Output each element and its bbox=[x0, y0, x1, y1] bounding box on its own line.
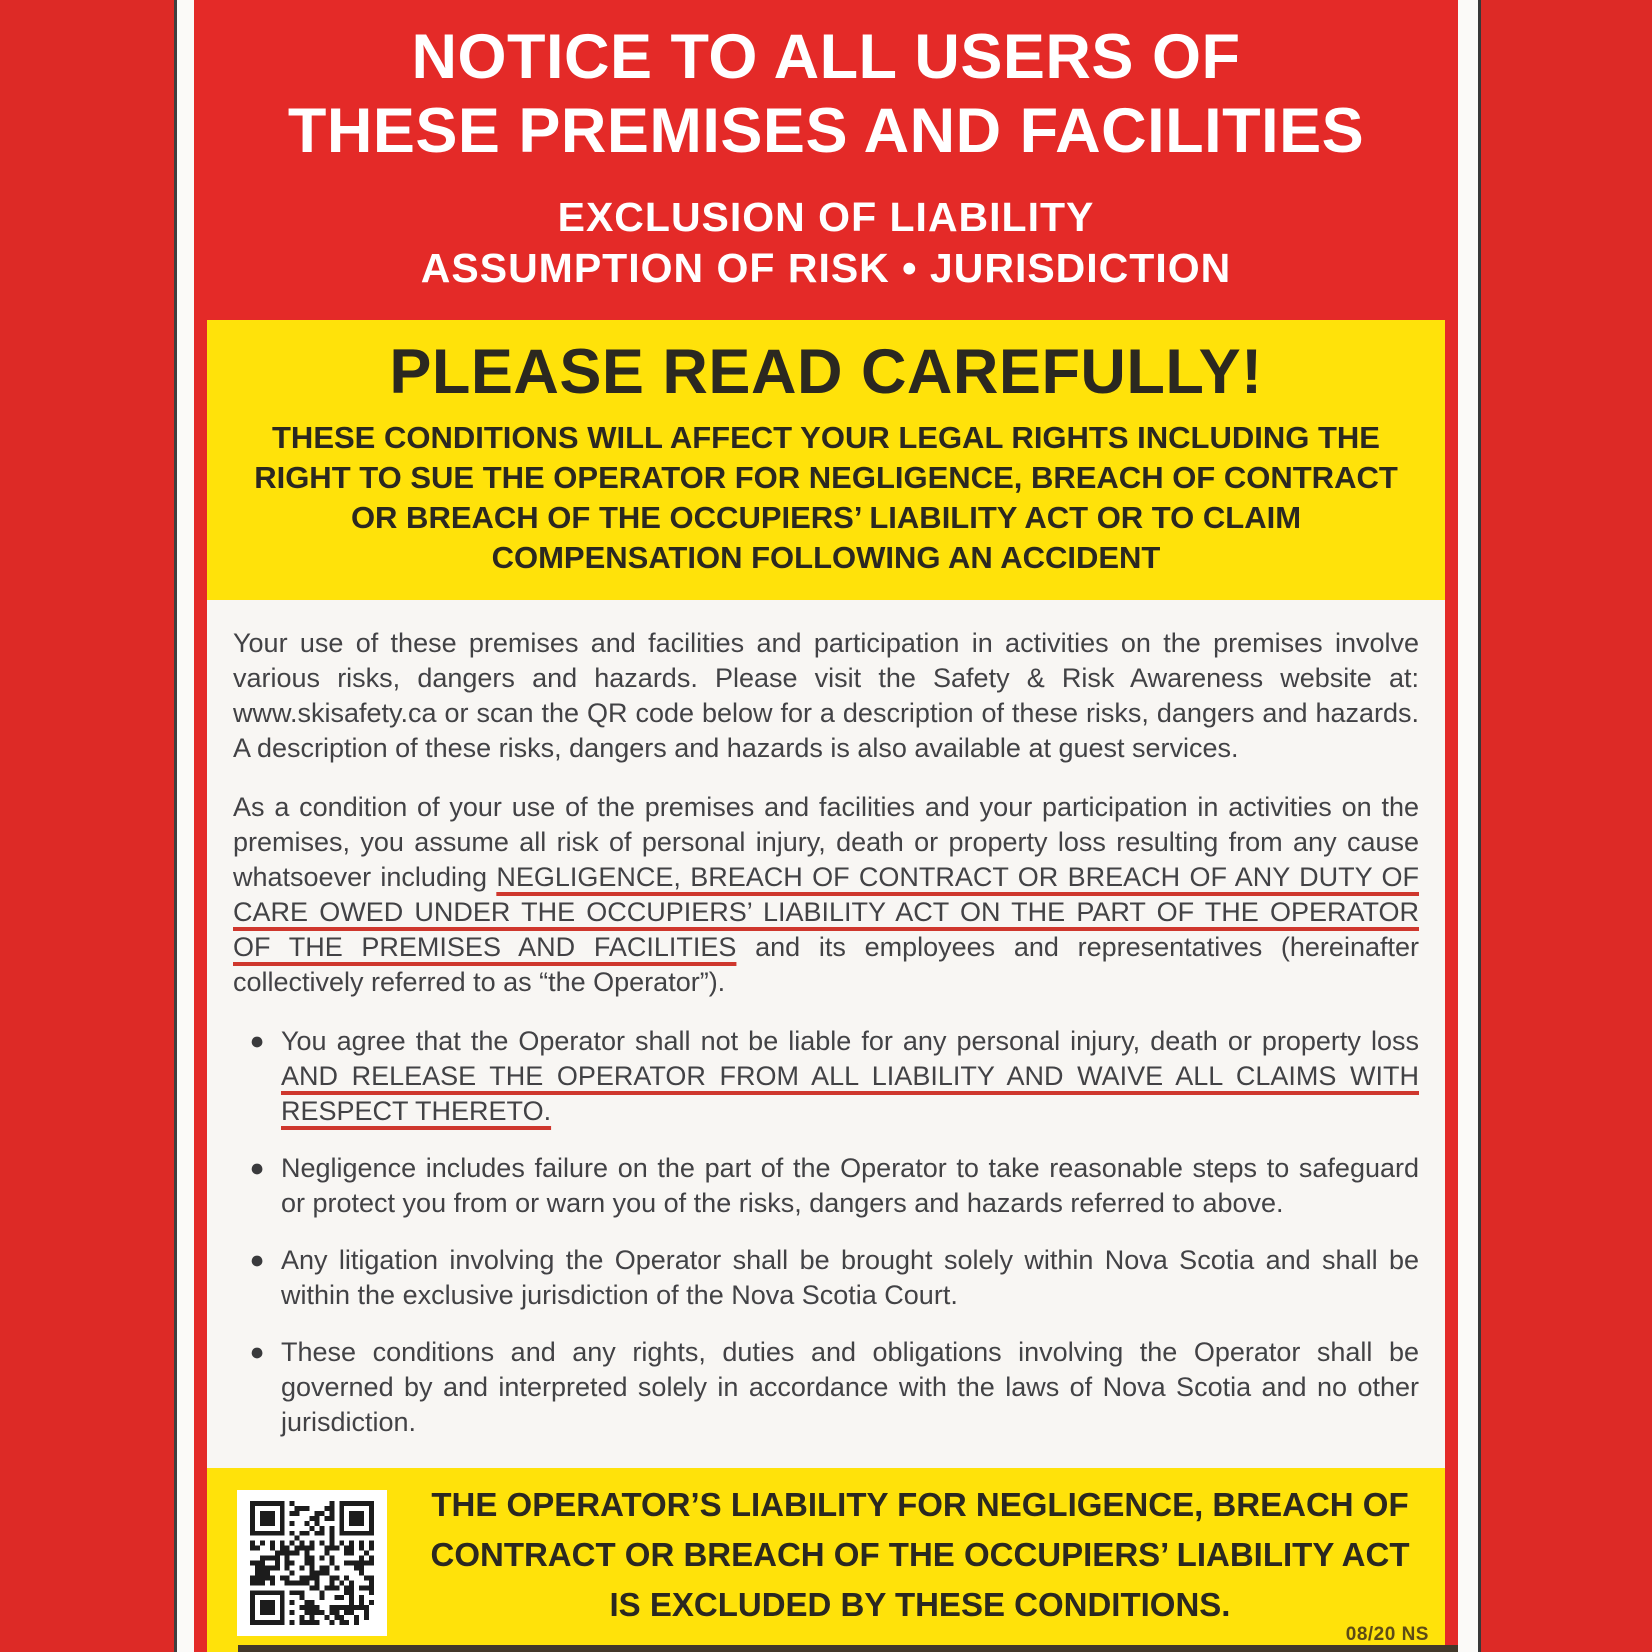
bullet-release-text bbox=[281, 1024, 1419, 1129]
subtitle-assumption: ASSUMPTION OF RISK • JURISDICTION bbox=[420, 245, 1232, 291]
release-underlined-clause: AND RELEASE THE OPERATOR FROM ALL LIABILITY AND WAIVE ALL CLAIMS WITH RESPECT THERETO. bbox=[281, 1061, 1419, 1126]
assumption-underlined-clause: NEGLIGENCE, BREACH OF CONTRACT OR BREACH OF ANY DUTY OF CARE OWED UNDER THE OCCUPIERS’ LIABILITY ACT ON THE PART OF THE OPERATOR OF THE PREMISES AND FACILITIES bbox=[233, 862, 1419, 962]
assumption-pre: As a condition of your use of the premises and facilities and your participation in activities on the premises, you assume all risk of personal injury, death or property loss resulting from any cause whatsoever including bbox=[233, 792, 1419, 892]
assumption-post: and its employees and representatives (hereinafter collectively referred to as “the Operator”). bbox=[233, 932, 1419, 997]
bullet-dot-icon: ● bbox=[249, 1027, 265, 1055]
bullet-governing-law-text: These conditions and any rights, duties and obligations involving the Operator shall be governed by and interpreted solely in accordance with the laws of Nova Scotia and no other jurisdiction. bbox=[281, 1337, 1419, 1437]
bullet-negligence-text: Negligence includes failure on the part of the Operator to take reasonable steps to safeguard or protect you from or warn you of the risks, dangers and hazards referred to above. bbox=[281, 1153, 1419, 1218]
bullet-governing-law bbox=[233, 1335, 1419, 1440]
bullet-negligence-definition bbox=[233, 1151, 1419, 1221]
terms-box bbox=[207, 600, 1445, 1468]
exclusion-statement: THE OPERATOR’S LIABILITY FOR NEGLIGENCE, BREACH OF CONTRACT OR BREACH OF THE OCCUPIERS’ LIABILITY ACT IS EXCLUDED BY THESE CONDITIONS. bbox=[430, 1486, 1410, 1623]
read-carefully-title: PLEASE READ CAREFULLY! bbox=[389, 337, 1263, 407]
intro-paragraph: Your use of these premises and facilities and participation in activities on the premises involve various risks, dangers and hazards. Please visit the Safety & Risk Awareness website at: www.skisafety.ca or scan the QR code below for a description of these risks, dangers and hazards. A description of these risks, dangers and hazards is also available at guest services. bbox=[233, 628, 1419, 763]
bullet-release-of-liability bbox=[233, 1024, 1419, 1129]
liability-notice-sign bbox=[194, 0, 1458, 1652]
notice-subtitle bbox=[194, 192, 1458, 294]
read-carefully-body: THESE CONDITIONS WILL AFFECT YOUR LEGAL RIGHTS INCLUDING THE RIGHT TO SUE THE OPERATOR FOR NEGLIGENCE, BREACH OF CONTRACT OR BREACH OF THE OCCUPIERS’ LIABILITY ACT OR TO CLAIM COMPENSATION FOLLOWING AN ACCIDENT bbox=[254, 420, 1398, 575]
sign-header bbox=[194, 0, 1458, 294]
bullet-dot-icon: ● bbox=[249, 1246, 265, 1274]
notice-title-line1: NOTICE TO ALL USERS OF bbox=[411, 22, 1241, 92]
exclusion-footer-box bbox=[207, 1468, 1445, 1652]
bullet-litigation-jurisdiction bbox=[233, 1243, 1419, 1313]
read-carefully-box bbox=[207, 320, 1445, 600]
notice-title-line2: THESE PREMISES AND FACILITIES bbox=[287, 96, 1365, 166]
qr-code bbox=[237, 1490, 387, 1636]
subtitle-exclusion: EXCLUSION OF LIABILITY bbox=[557, 194, 1095, 240]
revision-code: 08/20 NS bbox=[1345, 1624, 1429, 1645]
photo-edge-strip-right bbox=[1458, 0, 1481, 1652]
bullet-dot-icon: ● bbox=[249, 1338, 265, 1366]
assumption-of-risk-paragraph bbox=[233, 790, 1419, 1000]
notice-title bbox=[194, 20, 1458, 168]
bullet-litigation-text: Any litigation involving the Operator shall be brought solely within Nova Scotia and shall be within the exclusive jurisdiction of the Nova Scotia Court. bbox=[281, 1245, 1419, 1310]
release-pre: You agree that the Operator shall not be liable for any personal injury, death or property loss bbox=[281, 1026, 1419, 1056]
bullet-dot-icon: ● bbox=[249, 1154, 265, 1182]
photo-bottom-edge bbox=[238, 1645, 1458, 1652]
